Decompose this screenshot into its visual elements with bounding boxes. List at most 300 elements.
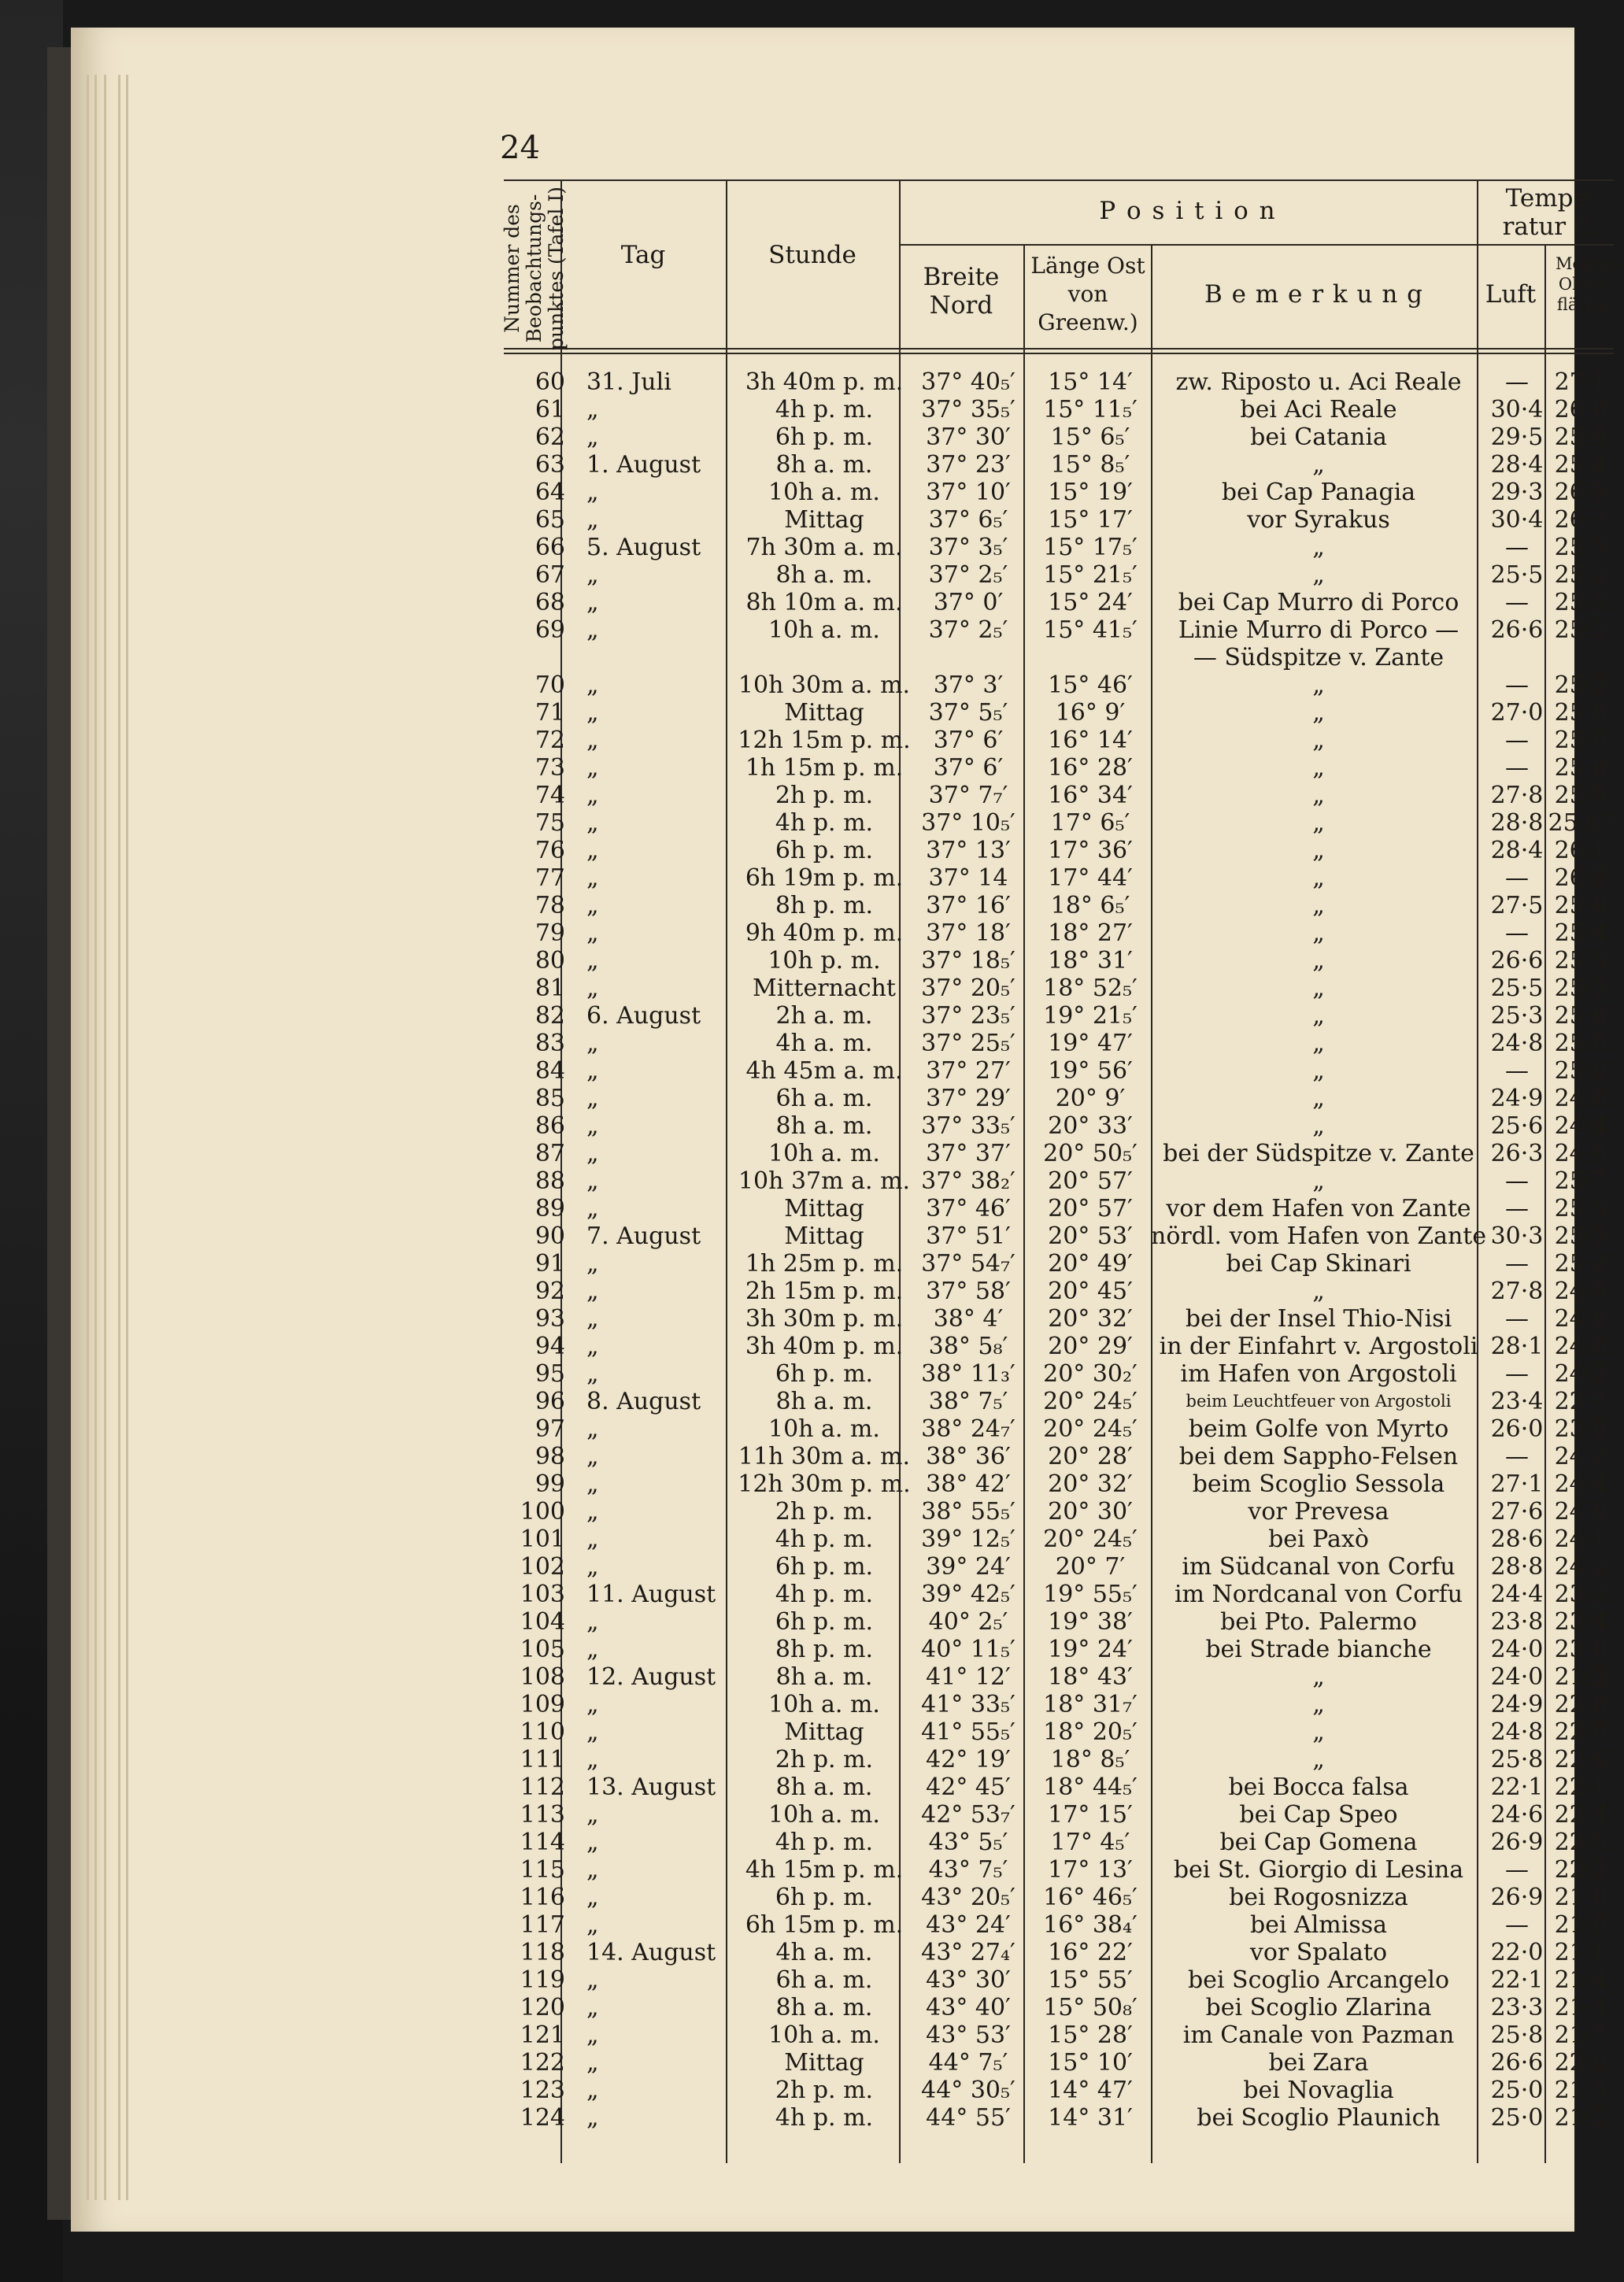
row-remark: beim Leuchtfeuer von Argostoli	[1186, 1392, 1452, 1411]
table-row	[504, 423, 1614, 451]
row-air-temp: —	[1505, 919, 1529, 947]
row-latitude: 43° 27₄′	[921, 1939, 1015, 1966]
row-hour: 12h 30m p. m.	[738, 1470, 911, 1498]
row-number: 122	[520, 2049, 565, 2077]
row-number: 121	[520, 2021, 565, 2049]
row-longitude: 15° 21₅′	[1043, 561, 1138, 589]
row-day: „	[586, 1718, 599, 1746]
row-number: 101	[520, 1526, 565, 1553]
row-day: 13. August	[586, 1773, 716, 1801]
row-longitude: 20° 57′	[1048, 1167, 1133, 1195]
row-number: 108	[520, 1663, 565, 1691]
row-sea-temp: 22·0	[1554, 2049, 1607, 2077]
row-day: „	[586, 947, 599, 975]
row-latitude: 41° 55₅′	[921, 1718, 1015, 1746]
row-day: 12. August	[586, 1663, 716, 1691]
table-row	[504, 1856, 1614, 1884]
row-air-temp: 28·1	[1490, 1333, 1544, 1360]
row-latitude: 37° 46′	[926, 1195, 1011, 1222]
temperature-rule	[1477, 244, 1614, 246]
row-longitude: 20° 32′	[1048, 1305, 1133, 1333]
row-number: 73	[535, 754, 565, 782]
row-latitude: 37° 16′	[926, 892, 1011, 919]
row-latitude: 42° 19′	[926, 1746, 1011, 1773]
row-hour: 2h 15m p. m.	[745, 1278, 904, 1305]
row-air-temp: 26·6	[1490, 947, 1544, 975]
row-longitude: 20° 30₂′	[1043, 1360, 1138, 1388]
row-hour: 1h 15m p. m.	[745, 754, 904, 782]
row-day: „	[586, 1553, 599, 1581]
table-row	[504, 1195, 1614, 1222]
table-row	[504, 2049, 1614, 2077]
row-latitude: 39° 24′	[926, 1553, 1011, 1581]
row-remark: bei St. Giorgio di Lesina	[1173, 1856, 1464, 1884]
row-hour: 7h 30m a. m.	[745, 534, 903, 561]
row-day: „	[586, 1360, 599, 1388]
row-number: 65	[535, 506, 565, 534]
row-remark: „	[1312, 975, 1325, 1002]
row-day: 5. August	[586, 534, 701, 561]
row-remark: vor dem Hafen von Zante	[1166, 1195, 1471, 1222]
row-day: „	[586, 1608, 599, 1636]
row-remark: „	[1312, 1718, 1325, 1746]
row-number: 112	[520, 1773, 565, 1801]
row-air-temp: 30·4	[1490, 396, 1544, 423]
header-breite: Breite Nord	[923, 263, 1000, 320]
row-longitude: 16° 38₄′	[1043, 1911, 1138, 1939]
row-latitude: 37° 6′	[933, 754, 1004, 782]
row-air-temp: 25·6	[1490, 1112, 1544, 1140]
row-sea-temp: 22·0	[1554, 1718, 1607, 1746]
row-latitude: 43° 5₅′	[928, 1829, 1008, 1856]
row-day: 6. August	[586, 1002, 701, 1030]
row-sea-temp: 24·4	[1554, 1112, 1607, 1140]
row-air-temp: 30·3	[1490, 1222, 1544, 1250]
row-longitude: 15° 8₅′	[1050, 451, 1130, 479]
row-longitude: 14° 31′	[1048, 2104, 1133, 2132]
row-air-temp: 28·6	[1490, 1526, 1544, 1553]
row-sea-temp: 25·3	[1554, 975, 1607, 1002]
row-longitude: 20° 7′	[1055, 1553, 1126, 1581]
row-sea-temp: 25·9	[1554, 423, 1607, 451]
row-remark: bei Aci Reale	[1240, 396, 1397, 423]
row-sea-temp: 23·0	[1554, 1636, 1607, 1663]
table-row	[504, 1773, 1614, 1801]
row-air-temp: —	[1505, 671, 1529, 699]
row-day: 14. August	[586, 1939, 716, 1966]
row-day: „	[586, 1856, 599, 1884]
row-number: 90	[535, 1222, 565, 1250]
table-row	[504, 1278, 1614, 1305]
row-number: 67	[535, 561, 565, 589]
row-hour: 8h a. m.	[775, 1994, 873, 2021]
row-hour: 1h 25m p. m.	[745, 1250, 904, 1278]
row-hour: 4h p. m.	[775, 1526, 874, 1553]
header-position: P o s i t i o n	[1099, 197, 1277, 225]
row-day: 7. August	[586, 1222, 701, 1250]
header-bottom-rule	[504, 348, 1614, 350]
table-row	[504, 1994, 1614, 2021]
row-latitude: 37° 10₅′	[921, 809, 1015, 837]
row-hour: 6h a. m.	[775, 1966, 873, 1994]
header-nummer	[501, 186, 568, 351]
page-number: 24	[500, 130, 540, 166]
row-latitude: 37° 29′	[926, 1085, 1011, 1112]
row-longitude: 16° 34′	[1048, 782, 1133, 809]
table-row	[504, 589, 1614, 616]
row-day: „	[586, 809, 599, 837]
row-remark: bei Rogosnizza	[1229, 1884, 1408, 1911]
row-latitude: 43° 53′	[926, 2021, 1011, 2049]
row-remark: „	[1312, 1057, 1325, 1085]
table-row	[504, 1966, 1614, 1994]
row-number: 62	[535, 423, 565, 451]
row-hour: 6h p. m.	[775, 837, 874, 864]
row-sea-temp: 21·3	[1554, 2077, 1607, 2104]
row-air-temp: 24·0	[1490, 1636, 1544, 1663]
row-remark: bei Bocca falsa	[1228, 1773, 1409, 1801]
row-latitude: 37° 20₅′	[921, 975, 1015, 1002]
row-air-temp: 28·4	[1490, 837, 1544, 864]
row-air-temp: 25·5	[1490, 975, 1544, 1002]
row-day: „	[586, 1801, 599, 1829]
row-remark: im Südcanal von Corfu	[1182, 1553, 1456, 1581]
page-leaf-edge	[87, 75, 89, 2200]
row-number: 74	[535, 782, 565, 809]
row-remark: bei Pto. Palermo	[1220, 1608, 1417, 1636]
row-remark: nördl. vom Hafen von Zante	[1151, 1222, 1487, 1250]
row-remark: bei Catania	[1250, 423, 1387, 451]
row-hour: 4h 15m p. m.	[745, 1856, 904, 1884]
row-number: 85	[535, 1085, 565, 1112]
row-longitude: 17° 44′	[1048, 864, 1133, 892]
row-number: 75	[535, 809, 565, 837]
row-air-temp: 23·4	[1490, 1388, 1544, 1415]
row-day: „	[586, 1636, 599, 1663]
table-row	[504, 727, 1614, 754]
table-row	[504, 1222, 1614, 1250]
row-air-temp: 27·8	[1490, 1278, 1544, 1305]
row-remark: in der Einfahrt v. Argostoli	[1159, 1333, 1478, 1360]
row-day: „	[586, 1911, 599, 1939]
row-number: 103	[520, 1581, 565, 1608]
row-day: „	[586, 506, 599, 534]
row-number: 114	[520, 1829, 565, 1856]
table-row	[504, 1939, 1614, 1966]
table-row	[504, 1553, 1614, 1581]
row-longitude: 19° 56′	[1048, 1057, 1133, 1085]
row-sea-temp: 25·3	[1554, 1222, 1607, 1250]
row-sea-temp: 22·7	[1554, 1388, 1607, 1415]
row-number: 63	[535, 451, 565, 479]
row-sea-temp: 22·1	[1554, 1773, 1607, 1801]
row-sea-temp: 22·5	[1554, 1746, 1607, 1773]
row-air-temp: 22·1	[1490, 1966, 1544, 1994]
row-longitude: 19° 21₅′	[1043, 1002, 1138, 1030]
row-latitude: 37° 10′	[926, 479, 1011, 506]
row-remark: im Hafen von Argostoli	[1180, 1360, 1457, 1388]
row-air-temp: 22·0	[1490, 1939, 1544, 1966]
table-row	[504, 479, 1614, 506]
header-luft: Luft	[1485, 280, 1537, 309]
row-sea-temp: 25·3	[1554, 947, 1607, 975]
table-row	[504, 699, 1614, 727]
table-row	[504, 1801, 1614, 1829]
row-remark: „	[1312, 561, 1325, 589]
row-latitude: 39° 12₅′	[921, 1526, 1015, 1553]
row-remark: im Canale von Pazman	[1182, 2021, 1455, 2049]
row-number: 66	[535, 534, 565, 561]
header-meeresoberflaeche: Meeres-Ober-fläche	[1556, 254, 1624, 314]
row-air-temp: —	[1505, 1911, 1529, 1939]
table-row	[504, 1333, 1614, 1360]
row-longitude: 20° 28′	[1048, 1443, 1133, 1470]
row-longitude: 20° 57′	[1048, 1195, 1133, 1222]
row-latitude: 37° 37′	[926, 1140, 1011, 1167]
row-remark: bei Cap Skinari	[1226, 1250, 1411, 1278]
row-day: „	[586, 396, 599, 423]
row-number: 124	[520, 2104, 565, 2132]
row-longitude: 16° 28′	[1048, 754, 1133, 782]
row-day: „	[586, 1470, 599, 1498]
row-hour: 6h p. m.	[775, 423, 874, 451]
row-sea-temp: 26·5	[1554, 479, 1607, 506]
row-latitude: 38° 11₃′	[921, 1360, 1015, 1388]
row-sea-temp: 25·9	[1554, 892, 1607, 919]
row-remark: bei Scoglio Plaunich	[1197, 2104, 1441, 2132]
row-remark: beim Golfe von Myrto	[1188, 1415, 1449, 1443]
row-air-temp: 25·0	[1490, 2077, 1544, 2104]
row-latitude: 37° 38₂′	[921, 1167, 1015, 1195]
row-sea-temp: 25·6	[1554, 699, 1607, 727]
row-day: „	[586, 2077, 599, 2104]
row-hour: 10h p. m.	[768, 947, 881, 975]
row-air-temp: —	[1505, 1195, 1529, 1222]
row-hour: 10h 37m a. m.	[738, 1167, 911, 1195]
row-hour: Mittag	[784, 1718, 864, 1746]
row-sea-temp: 21·1	[1554, 1939, 1607, 1966]
header-stunde: Stunde	[768, 241, 856, 269]
row-sea-temp: 24·2	[1554, 1553, 1607, 1581]
row-day: „	[586, 1966, 599, 1994]
row-hour: 8h a. m.	[775, 1388, 873, 1415]
row-hour: 4h p. m.	[775, 1829, 874, 1856]
row-hour: 6h 19m p. m.	[745, 864, 904, 892]
row-hour: Mittag	[784, 506, 864, 534]
row-sea-temp: 21·7	[1554, 2021, 1607, 2049]
row-air-temp: 27·5	[1490, 892, 1544, 919]
row-hour: 4h a. m.	[775, 1030, 873, 1057]
row-number: 76	[535, 837, 565, 864]
row-remark: bei Almissa	[1249, 1911, 1388, 1939]
table-row	[504, 1002, 1614, 1030]
row-air-temp: 25·0	[1490, 2104, 1544, 2132]
row-number: 94	[535, 1333, 565, 1360]
row-latitude: 37° 3₅′	[928, 534, 1008, 561]
row-remark: bei Novaglia	[1243, 2077, 1394, 2104]
header-laenge: Länge Ost von Greenw.)	[1030, 253, 1145, 335]
table-row	[504, 1829, 1614, 1856]
row-day: „	[586, 423, 599, 451]
row-latitude: 44° 7₅′	[928, 2049, 1008, 2077]
row-hour: 8h a. m.	[775, 1112, 873, 1140]
row-day: „	[586, 975, 599, 1002]
row-air-temp: 28·8	[1490, 809, 1544, 837]
row-hour: 6h a. m.	[775, 1085, 873, 1112]
table-row	[504, 1691, 1614, 1718]
row-longitude: 19° 47′	[1048, 1030, 1133, 1057]
header-bottom-rule	[504, 353, 1614, 354]
table-row	[504, 1057, 1614, 1085]
row-air-temp: 25·5	[1490, 561, 1544, 589]
row-air-temp: 25·8	[1490, 2021, 1544, 2049]
row-day: „	[586, 1333, 599, 1360]
row-latitude: 41° 12′	[926, 1663, 1011, 1691]
row-longitude: 19° 38′	[1048, 1608, 1133, 1636]
table-row	[504, 1526, 1614, 1553]
row-latitude: 37° 58′	[926, 1278, 1011, 1305]
row-longitude: 17° 6₅′	[1050, 809, 1130, 837]
row-latitude: 37° 0′	[933, 589, 1004, 616]
row-sea-temp: 21·2	[1554, 1663, 1607, 1691]
row-sea-temp: 26·1	[1554, 837, 1607, 864]
header-nummer-label: Nummer des Beobachtungs-punktes (Tafel I)	[501, 187, 568, 350]
row-latitude: 37° 27′	[926, 1057, 1011, 1085]
row-sea-temp: 25·0	[1554, 1030, 1607, 1057]
row-sea-temp: 27·1	[1554, 368, 1607, 396]
row-number: 64	[535, 479, 565, 506]
row-day: „	[586, 919, 599, 947]
row-longitude: 15° 17₅′	[1043, 534, 1138, 561]
row-hour: 4h p. m.	[775, 809, 874, 837]
row-sea-temp: 25·2	[1554, 1250, 1607, 1278]
row-air-temp: 25·3	[1490, 1002, 1544, 1030]
row-longitude: 15° 19′	[1048, 479, 1133, 506]
row-remark: bei Cap Panagia	[1221, 479, 1416, 506]
row-sea-temp: 25·6?	[1548, 809, 1614, 837]
row-day: „	[586, 1112, 599, 1140]
row-sea-temp: 21·4	[1554, 1994, 1607, 2021]
row-remark: vor Prevesa	[1248, 1498, 1389, 1526]
row-latitude: 37° 2₅′	[928, 561, 1008, 589]
row-remark: „	[1312, 1663, 1325, 1691]
row-hour: 10h a. m.	[768, 1415, 880, 1443]
row-latitude: 38° 42′	[926, 1470, 1011, 1498]
row-sea-temp: 25·0	[1554, 1057, 1607, 1085]
row-longitude: 20° 24₅′	[1043, 1526, 1138, 1553]
row-day: „	[586, 1195, 599, 1222]
table-row	[504, 1140, 1614, 1167]
row-sea-temp: 22·5	[1554, 1829, 1607, 1856]
row-hour: 2h p. m.	[775, 1746, 874, 1773]
table-row	[504, 1884, 1614, 1911]
table-row	[504, 2077, 1614, 2104]
row-air-temp: 30·4	[1490, 506, 1544, 534]
row-remark: bei dem Sappho-Felsen	[1178, 1443, 1459, 1470]
row-hour: 10h a. m.	[768, 1140, 880, 1167]
row-day: „	[586, 892, 599, 919]
row-air-temp: 26·9	[1490, 1829, 1544, 1856]
book-page	[71, 28, 1624, 2232]
row-number: 96	[535, 1388, 565, 1415]
row-latitude: 43° 30′	[926, 1966, 1011, 1994]
table-row	[504, 1443, 1614, 1470]
row-remark: „	[1312, 699, 1325, 727]
row-hour: 8h a. m.	[775, 1773, 873, 1801]
row-air-temp: 29·3	[1490, 479, 1544, 506]
row-remark: „	[1312, 1030, 1325, 1057]
observation-table	[501, 179, 1624, 2163]
row-remark: „	[1312, 1112, 1325, 1140]
row-number: 113	[520, 1801, 565, 1829]
row-day: „	[586, 1415, 599, 1443]
table-row	[504, 534, 1614, 561]
row-air-temp: 24·9	[1490, 1085, 1544, 1112]
row-day: „	[586, 1884, 599, 1911]
row-latitude: 37° 33₅′	[921, 1112, 1015, 1140]
row-sea-temp: 25·3	[1554, 671, 1607, 699]
row-hour: 12h 15m p. m.	[738, 727, 911, 754]
row-longitude: 16° 46₅′	[1043, 1884, 1138, 1911]
row-hour: 6h p. m.	[775, 1553, 874, 1581]
row-number: 116	[520, 1884, 565, 1911]
row-number: 110	[520, 1718, 565, 1746]
row-remark: „	[1312, 1085, 1325, 1112]
table-row	[504, 1305, 1614, 1333]
row-sea-temp: 24·2	[1554, 1443, 1607, 1470]
row-remark: bei Paxò	[1268, 1526, 1369, 1553]
row-sea-temp: 23·6	[1554, 1415, 1607, 1443]
row-remark: vor Spalato	[1249, 1939, 1388, 1966]
row-air-temp: 28·8	[1490, 1553, 1544, 1581]
row-number: 80	[535, 947, 565, 975]
row-longitude: 20° 49′	[1048, 1250, 1133, 1278]
page-leaf-edge	[94, 75, 97, 2200]
row-longitude: 17° 4₅′	[1050, 1829, 1130, 1856]
row-sea-temp: 24·3	[1554, 1360, 1607, 1388]
row-air-temp: —	[1505, 1360, 1529, 1388]
row-sea-temp: 24·5	[1554, 1140, 1607, 1167]
row-air-temp: 25·8	[1490, 1746, 1544, 1773]
table-row	[504, 1636, 1614, 1663]
table-row	[504, 1746, 1614, 1773]
row-day: „	[586, 1085, 599, 1112]
row-hour: Mittag	[784, 1195, 864, 1222]
row-day: „	[586, 1443, 599, 1470]
row-sea-temp: 26·8	[1554, 396, 1607, 423]
row-number: 60	[535, 368, 565, 396]
row-hour: 10h a. m.	[768, 616, 880, 644]
row-number: 109	[520, 1691, 565, 1718]
row-day: „	[586, 1278, 599, 1305]
row-number: 83	[535, 1030, 565, 1057]
row-longitude: 16° 22′	[1048, 1939, 1133, 1966]
row-remark: bei Zara	[1268, 2049, 1369, 2077]
row-latitude: 37° 3′	[933, 671, 1004, 699]
row-air-temp: 27·6	[1490, 1498, 1544, 1526]
row-day: „	[586, 727, 599, 754]
page-edges	[47, 47, 71, 2220]
row-sea-temp: 25·2	[1554, 589, 1607, 616]
row-latitude: 42° 53₇′	[921, 1801, 1015, 1829]
row-number: 79	[535, 919, 565, 947]
row-air-temp: —	[1505, 368, 1529, 396]
row-remark: „	[1312, 1691, 1325, 1718]
row-sea-temp: 25·6	[1554, 1002, 1607, 1030]
row-number: 97	[535, 1415, 565, 1443]
row-hour: 6h p. m.	[775, 1360, 874, 1388]
row-day: „	[586, 754, 599, 782]
